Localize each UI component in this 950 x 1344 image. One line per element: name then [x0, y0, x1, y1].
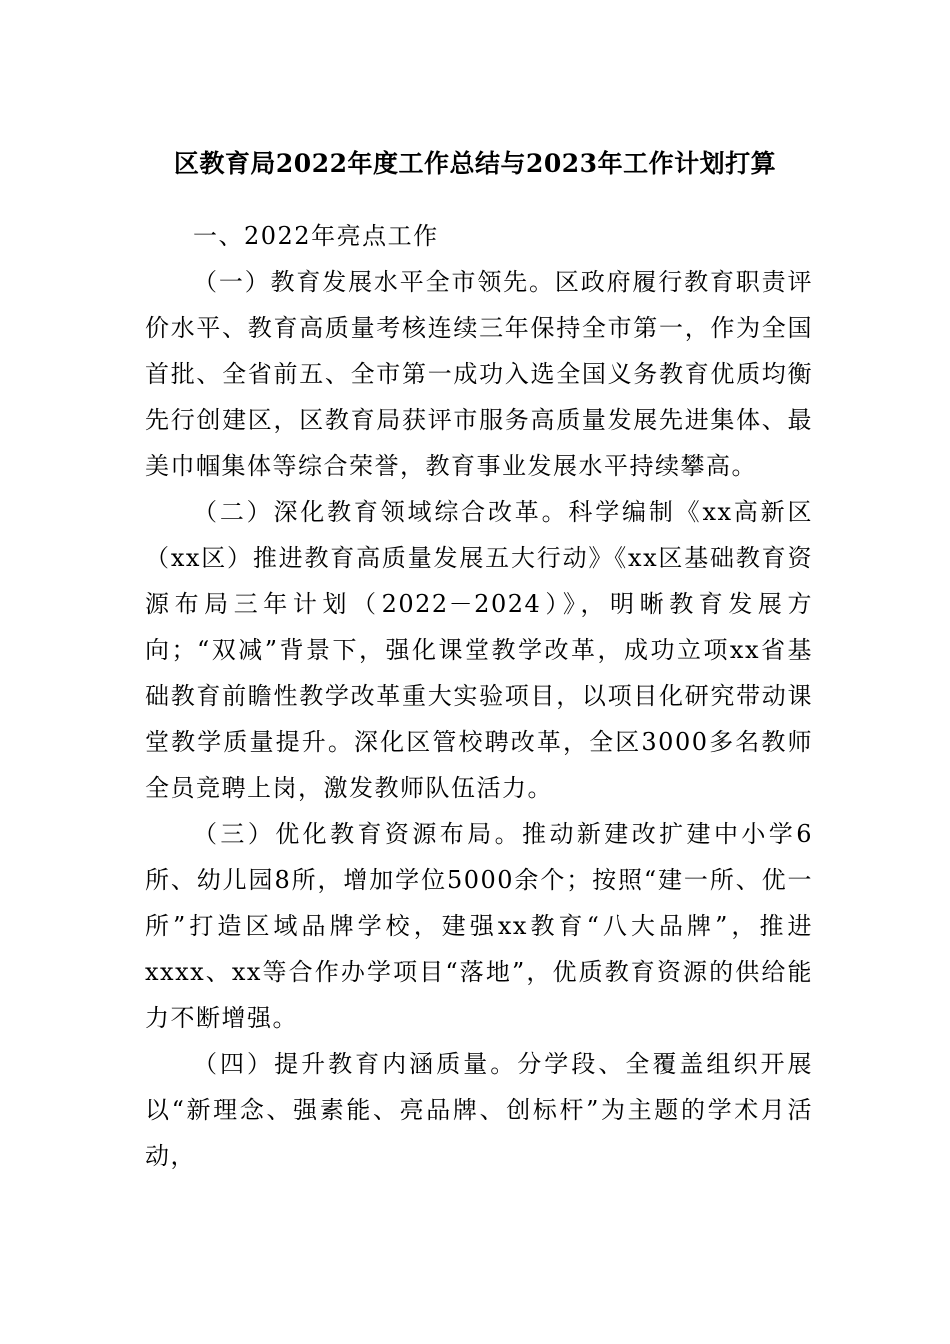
paragraph-2: （二）深化教育领域综合改革。科学编制《xx高新区（xx区）推进教育高质量发展五大行动》《xx区基础教育资源布局三年计划（2022－2024）》，明晰教育发展方向；“双减”背景下，强化课堂教学改革，成功立项xx省基础教育前瞻性教学改革重大实验项目，以项目化研究带动课堂教学质量提升。深化区管校聘改革，全区3000多名教师全员竞聘上岗，激发教师队伍活力。 [145, 498, 813, 802]
document-body [145, 213, 813, 1179]
document-title: 区教育局2022年度工作总结与2023年工作计划打算 [173, 149, 777, 178]
paragraph-3: （三）优化教育资源布局。推动新建改扩建中小学6所、幼儿园8所，增加学位5000余个；按照“建一所、优一所”打造区域品牌学校，建强xx教育“八大品牌”，推进xxxx、xx等合作办学项目“落地”，优质教育资源的供给能力不断增强。 [145, 820, 813, 1032]
section-heading: 一、2022年亮点工作 [193, 222, 439, 250]
paragraph-4: （四）提升教育内涵质量。分学段、全覆盖组织开展以“新理念、强素能、亮品牌、创标杆”为主题的学术月活动， [145, 1050, 813, 1170]
paragraph-1: （一）教育发展水平全市领先。区政府履行教育职责评价水平、教育高质量考核连续三年保持全市第一，作为全国首批、全省前五、全市第一成功入选全国义务教育优质均衡先行创建区，区教育局获评市服务高质量发展先进集体、最美巾帼集体等综合荣誉，教育事业发展水平持续攀高。 [145, 268, 813, 480]
